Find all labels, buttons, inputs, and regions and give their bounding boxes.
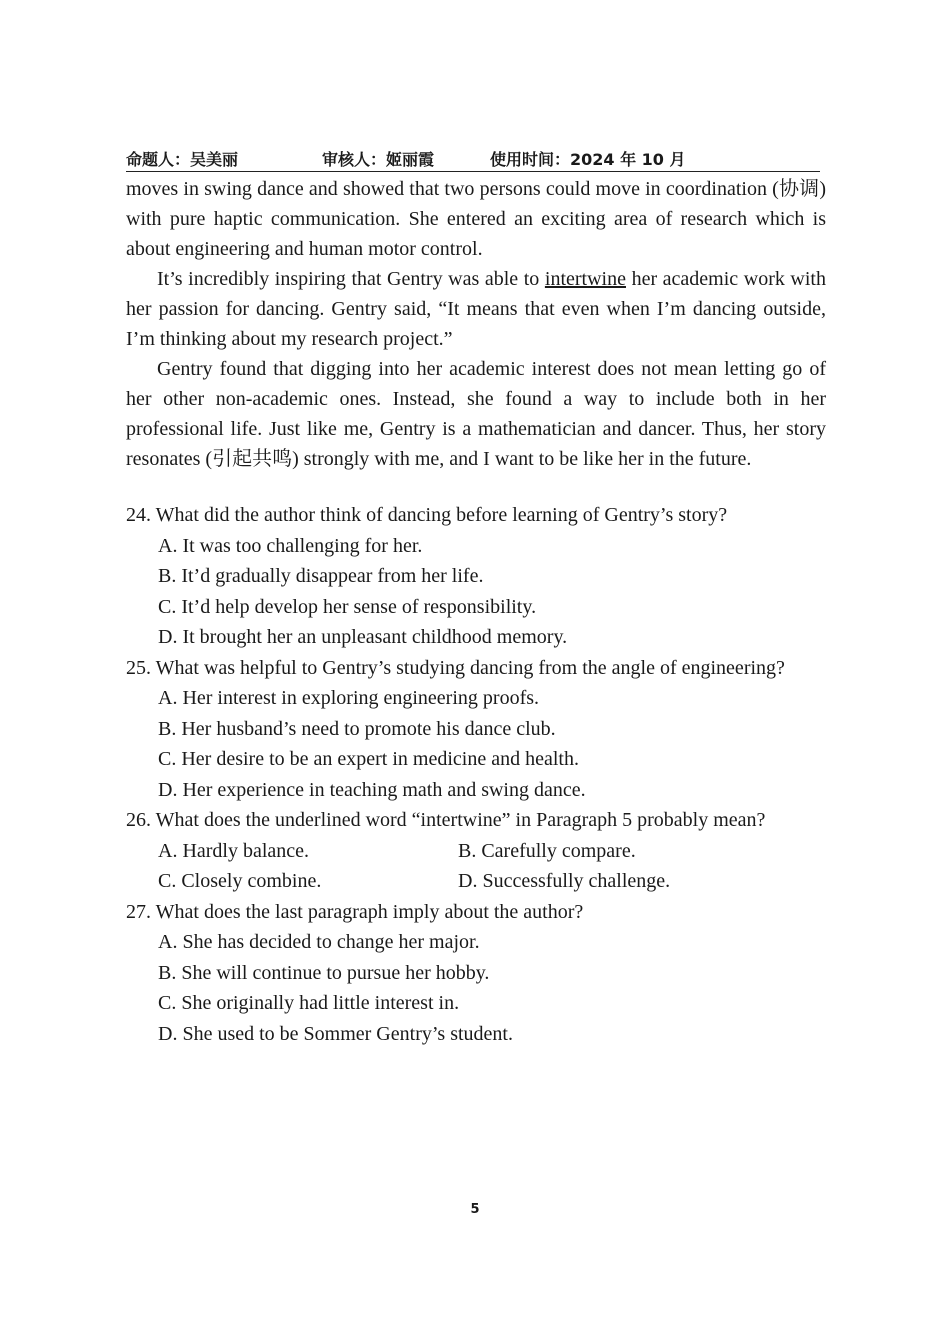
answer-option[interactable]: A. She has decided to change her major. bbox=[158, 931, 480, 953]
page-number: 5 bbox=[470, 1202, 480, 1217]
question-24 bbox=[126, 500, 806, 653]
header-author: 命题人：吴美丽 bbox=[126, 150, 239, 169]
answer-option[interactable]: D. Successfully challenge. bbox=[458, 870, 671, 892]
answer-option[interactable]: A. Hardly balance. bbox=[158, 839, 310, 862]
answer-option[interactable]: C. She originally had little interest in. bbox=[158, 992, 460, 1014]
answer-option-grid bbox=[126, 836, 806, 897]
reading-passage bbox=[126, 174, 826, 474]
header-reviewer: 审核人：姬丽霞 bbox=[322, 150, 435, 169]
question-25 bbox=[126, 653, 806, 806]
passage-paragraph bbox=[126, 264, 826, 354]
answer-option[interactable]: C. It’d help develop her sense of responsibility. bbox=[158, 595, 537, 618]
answer-option[interactable]: B. Carefully compare. bbox=[458, 839, 636, 862]
answer-option[interactable]: B. It’d gradually disappear from her life. bbox=[158, 565, 484, 587]
answer-option[interactable]: B. Her husband’s need to promote his dance club. bbox=[158, 717, 556, 740]
answer-option[interactable]: A. Her interest in exploring engineering proofs. bbox=[158, 687, 540, 709]
question-stem: 24. What did the author think of dancing before learning of Gentry’s story? bbox=[126, 504, 728, 526]
question-27 bbox=[126, 897, 806, 1050]
page-header bbox=[126, 145, 820, 172]
underlined-word: intertwine bbox=[544, 268, 626, 290]
question-stem: 27. What does the last paragraph imply about the author? bbox=[126, 900, 584, 923]
answer-option[interactable]: D. It brought her an unpleasant childhood memory. bbox=[158, 626, 568, 648]
header-date: 使用时间：2024 年 10 月 bbox=[490, 150, 686, 169]
answer-option[interactable]: D. Her experience in teaching math and swing dance. bbox=[158, 778, 586, 801]
answer-option[interactable]: D. She used to be Sommer Gentry’s student. bbox=[158, 1022, 513, 1045]
answer-option[interactable]: A. It was too challenging for her. bbox=[158, 534, 423, 557]
answer-option[interactable]: C. Closely combine. bbox=[158, 870, 322, 892]
question-26 bbox=[126, 805, 806, 897]
answer-option[interactable]: B. She will continue to pursue her hobby. bbox=[158, 961, 490, 984]
passage-paragraph: Gentry found that digging into her academic interest does not mean letting go of her other non-academic ones. Instead, she found a way to include both in her professional life. Just like me, Gentry is a mathematician and dancer. Thus, her story resonates (引起共鸣) strongly with me, and I want to be like her in the future. bbox=[126, 358, 826, 470]
passage-text: her academic work with her passion for dancing. Gentry said, “It means that even when I’m dancing outside, I’m thinking about my research project.” bbox=[126, 268, 826, 350]
passage-paragraph: moves in swing dance and showed that two persons could move in coordination (协调) with pure haptic communication. She entered an exciting area of research which is about engineering and human motor control. bbox=[126, 178, 826, 260]
question-list bbox=[126, 500, 806, 1049]
question-stem: 25. What was helpful to Gentry’s studying dancing from the angle of engineering? bbox=[126, 656, 785, 679]
passage-text: It’s incredibly inspiring that Gentry was able to bbox=[157, 268, 545, 290]
answer-option[interactable]: C. Her desire to be an expert in medicine and health. bbox=[158, 748, 579, 770]
question-stem: 26. What does the underlined word “intertwine” in Paragraph 5 probably mean? bbox=[126, 809, 766, 831]
